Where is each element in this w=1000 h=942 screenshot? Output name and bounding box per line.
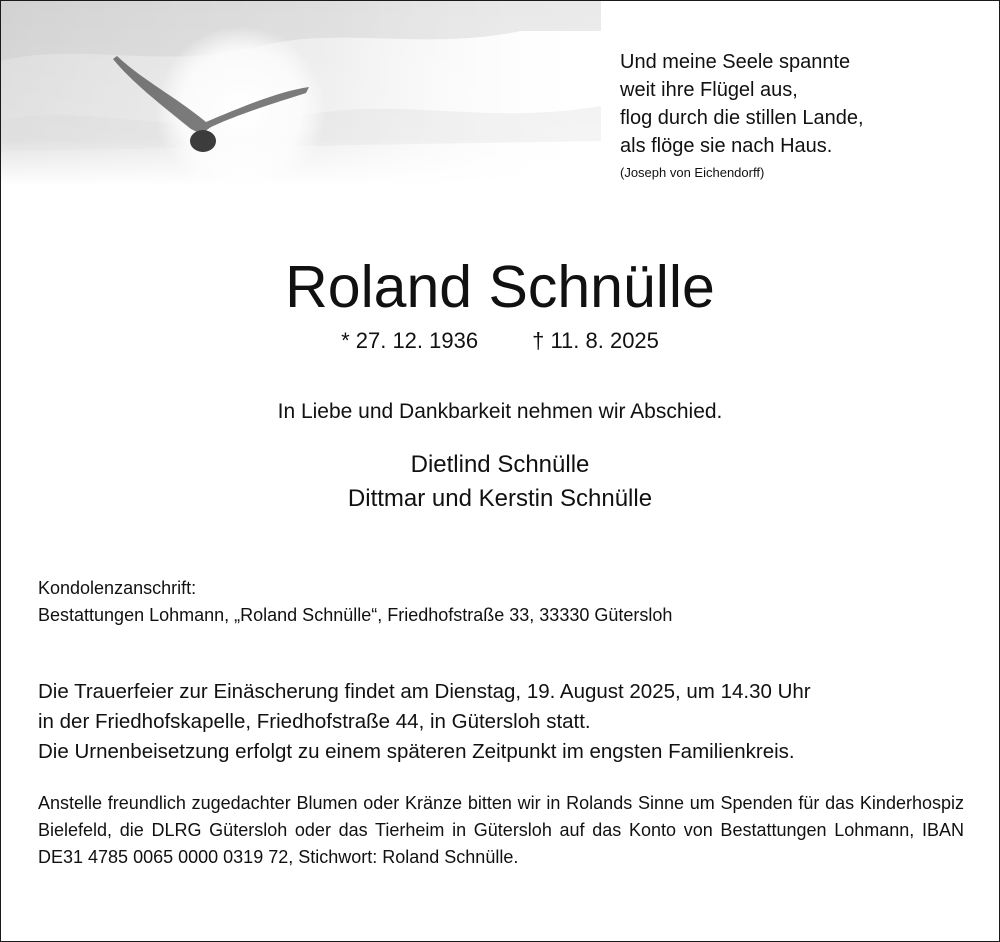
farewell-line: In Liebe und Dankbarkeit nehmen wir Abschied.	[277, 400, 723, 423]
bird-photo	[1, 1, 601, 186]
poem-source: (Joseph von Eichendorff)	[620, 165, 765, 180]
mourners	[0, 448, 1000, 516]
poem-quote	[620, 48, 864, 184]
poem-line: Und meine Seele spannte	[620, 51, 851, 73]
ceremony-info	[38, 677, 968, 767]
birth-date: * 27. 12. 1936	[341, 328, 479, 353]
life-dates	[0, 328, 1000, 354]
poem-line: als flöge sie nach Haus.	[620, 135, 833, 157]
ceremony-line: Die Trauerfeier zur Einäscherung findet am Dienstag, 19. August 2025, um 14.30 Uhr	[38, 680, 811, 703]
condolence-address	[38, 575, 968, 629]
mourner-name: Dietlind Schnülle	[410, 451, 590, 478]
poem-line: weit ihre Flügel aus,	[620, 79, 798, 101]
deceased-name: Roland Schnülle	[285, 254, 715, 320]
ceremony-line: in der Friedhofskapelle, Friedhofstraße 44, in Gütersloh statt.	[38, 710, 591, 733]
condolence-text: Bestattungen Lohmann, „Roland Schnülle“, Friedhofstraße 33, 33330 Gütersloh	[38, 605, 673, 625]
death-date: † 11. 8. 2025	[532, 328, 659, 353]
donation-request: Anstelle freundlich zugedachter Blumen oder Kränze bitten wir in Rolands Sinne um Spenden für das Kinderhospiz Bielefeld, die DLRG Gütersloh oder das Tierheim in Gütersloh auf das Konto von Bestattungen Lohmann, IBAN DE31 4785 0065 0000 0319 72, Stichwort: Roland Schnülle.	[38, 793, 964, 867]
mourner-name: Dittmar und Kerstin Schnülle	[347, 485, 653, 512]
poem-line: flog durch die stillen Lande,	[620, 107, 864, 129]
ceremony-line: Die Urnenbeisetzung erfolgt zu einem späteren Zeitpunkt im engsten Familienkreis.	[38, 740, 795, 763]
condolence-heading: Kondolenzanschrift:	[38, 578, 197, 598]
